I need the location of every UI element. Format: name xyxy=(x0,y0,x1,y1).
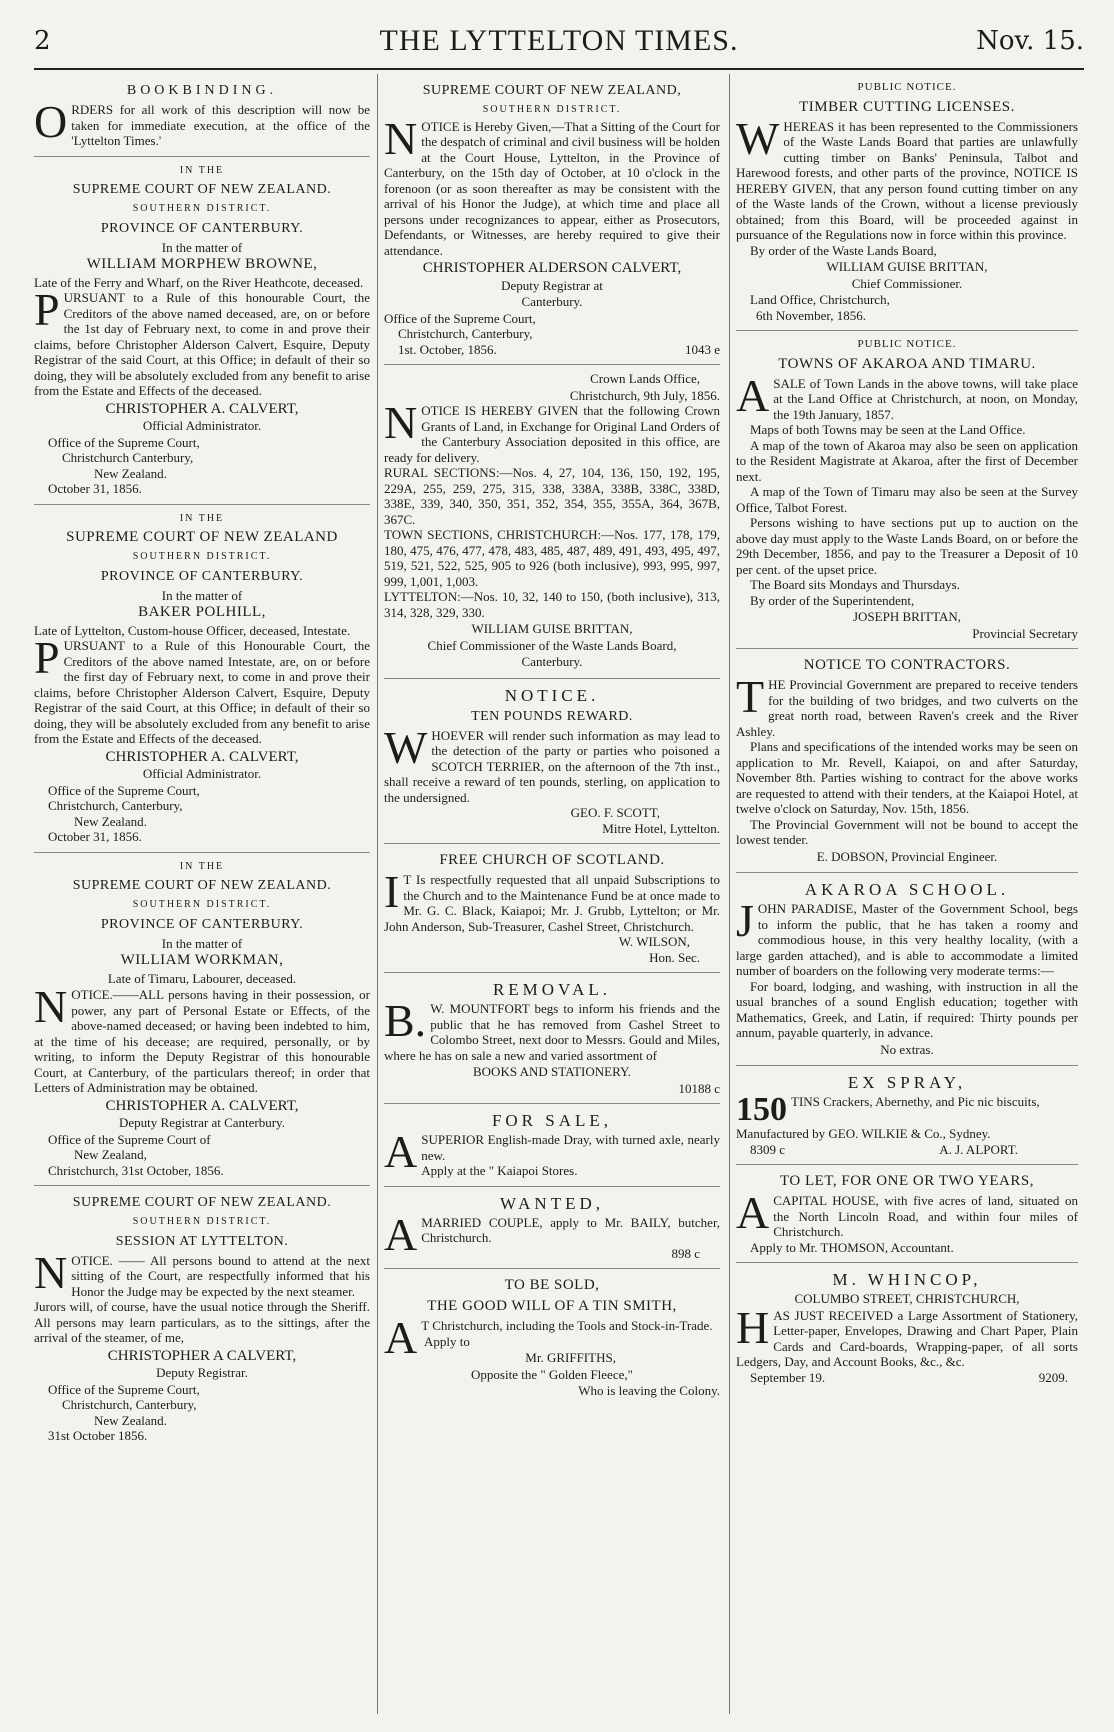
signer-address: Mitre Hotel, Lyttelton. xyxy=(602,820,720,836)
address-line: New Zealand, xyxy=(74,1147,147,1162)
notice-date: September 19. xyxy=(750,1369,826,1385)
signer: E. DOBSON, Provincial Engineer. xyxy=(816,848,998,864)
notice-para: For board, lodging, and washing, with instruction in all the usual branches of a sound English education; together with Mathematics, Greek, and Latin, if required: Thirty pounds per annum, payable quarterly, in advance. xyxy=(736,978,1078,1040)
notice-date: Christchurch, 31st October, 1856. xyxy=(48,1162,224,1178)
notice-akaroa-timaru xyxy=(736,331,1078,649)
notice-crown-grants xyxy=(384,365,720,679)
notice-body: AMARRIED COUPLE, apply to Mr. BAILY, butcher, Christchurch. xyxy=(384,1208,720,1260)
notice-pre: IN THE xyxy=(179,512,225,524)
session-heading: SESSION AT LYTTELTON. xyxy=(115,1233,289,1249)
district: SOUTHERN DISTRICT. xyxy=(482,104,622,115)
notice-for-sale xyxy=(384,1104,720,1187)
signer: CHRISTOPHER A. CALVERT, xyxy=(105,400,299,417)
notice-subheading: TEN POUNDS REWARD. xyxy=(471,708,633,724)
notice-session-lyttelton xyxy=(34,1186,370,1451)
notice-body: IT Is respectfully requested that all unpaid Subscriptions to the Church and to the Maintenance Fund be at once made to Mr. G. C. Black, Kaiapoi; Mr. J. Grubb, Lyttelton; or Mr. John Anderson, Sub-Treasurer, Cashel Street, Christchurch. xyxy=(384,866,720,934)
notice-body: NOTICE is Hereby Given,—That a Sitting of the Court for the despatch of criminal and civil business will be holden at the Court House, Lyttelton, in the Province of Canterbury, on the 15th day of October, at 10 o'clock in the forenoon (or as soon thereafter as may be consistent with the arrival of his Honor the Judge), at which time and place all persons under recognizances to appear, either as Prosecutors, Defendants, or Witnesses, are hereby required to give their attendance. xyxy=(384,112,720,258)
province: PROVINCE OF CANTERBURY. xyxy=(100,568,304,584)
notice-body: NOTICE.——ALL persons having in their possession, or power, any part of Personal Estate or Effects, of the above-named deceased; or having been indebted to him, at the time of his decease; are required, personally, or by writing, to inform the Deputy Registrar of this honourable Court, at Canterbury, of the particulars thereof; in order that Letters of Administration may be obtained. xyxy=(34,981,370,1095)
province: PROVINCE OF CANTERBURY. xyxy=(100,916,304,932)
notice-heading: TO BE SOLD, xyxy=(504,1277,600,1293)
notice-to-let xyxy=(736,1165,1078,1263)
notice-heading: WANTED, xyxy=(499,1193,604,1213)
notice-body: AT Christchurch, including the Tools and Stock-in-Trade. xyxy=(384,1312,713,1363)
notice-body: NOTICE IS HEREBY GIVEN that the following Crown Grants of Land, in Exchange for Original Land Orders of the Canterbury Association deposited in this office, are ready for delivery. xyxy=(384,397,720,465)
reference-number: 898 c xyxy=(671,1245,700,1261)
notice-heading: FOR SALE, xyxy=(491,1111,613,1130)
address-line: Office of the Supreme Court, xyxy=(48,782,200,798)
notice-para: A map of the town of Akaroa may also be seen on application to the Resident Magistrate at Akaroa, after the first of December next. xyxy=(736,437,1078,484)
date-row xyxy=(736,1370,1078,1386)
reference-number: 8309 c xyxy=(750,1141,786,1157)
address-line: Office of the Supreme Court, xyxy=(384,310,536,326)
notice-body-2: Jurors will, of course, have the usual notice through the Sheriff. All persons may learn particulars, as to the sittings, after the arrival of the steamer, of me, xyxy=(34,1299,370,1345)
notice-workman-estate xyxy=(34,853,370,1187)
signer: CHRISTOPHER A. CALVERT, xyxy=(105,1097,299,1114)
court-heading: SUPREME COURT OF NEW ZEALAND, xyxy=(422,83,682,98)
by-order: By order of the Superintendent, xyxy=(750,592,915,608)
reference-number: 10188 c xyxy=(678,1080,720,1096)
notice-para: A map of the Town of Timaru may also be seen at the Survey Office, Talbot Forest. xyxy=(736,484,1078,515)
notice-ex-spray xyxy=(736,1066,1078,1165)
court-heading: SUPREME COURT OF NEW ZEALAND. xyxy=(72,1195,332,1210)
address-line: New Zealand. xyxy=(94,465,167,481)
notice-body: ASUPERIOR English-made Dray, with turned axle, nearly new. xyxy=(384,1126,720,1177)
reference-number: 9209. xyxy=(1038,1369,1068,1385)
signer: W. WILSON, xyxy=(618,934,690,949)
notice-date: 31st October 1856. xyxy=(48,1428,148,1443)
notice-timber-licenses xyxy=(736,74,1078,331)
signer: JOSEPH BRITTAN, xyxy=(852,609,962,624)
signer: CHRISTOPHER A CALVERT, xyxy=(107,1347,297,1364)
signer: WILLIAM GUISE BRITTAN, xyxy=(471,621,633,636)
notice-wanted xyxy=(384,1187,720,1270)
office-name: Crown Lands Office, xyxy=(590,371,700,386)
notice-contractors xyxy=(736,649,1078,873)
notice-heading: REMOVAL. xyxy=(492,980,612,999)
notice-polhill-estate xyxy=(34,505,370,853)
notice-court-sitting xyxy=(384,74,720,365)
notice-heading: FREE CHURCH OF SCOTLAND. xyxy=(439,852,665,868)
signer: WILLIAM GUISE BRITTAN, xyxy=(826,259,988,274)
signer: Mr. GRIFFITHS, xyxy=(525,1350,616,1365)
notice-subheading: COLUMBO STREET, CHRISTCHURCH, xyxy=(794,1291,1020,1306)
deceased-name: WILLIAM MORPHEW BROWNE, xyxy=(86,256,318,272)
notice-heading: NOTICE TO CONTRACTORS. xyxy=(803,657,1011,673)
notice-removal xyxy=(384,973,720,1104)
signer: CHRISTOPHER ALDERSON CALVERT, xyxy=(422,260,682,276)
page-number: 2 xyxy=(34,26,51,56)
date-row xyxy=(384,342,720,358)
column-3 xyxy=(736,74,1078,1392)
address-line: Christchurch, Canterbury, xyxy=(62,1397,197,1412)
notice-para: Manufactured by GEO. WILKIE & Co., Sydney. xyxy=(736,1126,991,1141)
signer-title: Deputy Registrar at Canterbury. xyxy=(119,1115,285,1130)
matter-label: In the matter of xyxy=(161,239,243,255)
signer-title: Hon. Sec. xyxy=(649,949,700,965)
notice-body: THE Provincial Government are prepared to receive tenders for the building of two bridges, and two culverts on the great north road, between Raven's creek and the River Ashley. xyxy=(736,671,1078,739)
notice-para: No extras. xyxy=(880,1041,934,1057)
address-line: New Zealand. xyxy=(74,813,147,829)
district: SOUTHERN DISTRICT. xyxy=(132,551,272,562)
notice-heading: TIMBER CUTTING LICENSES. xyxy=(799,98,1015,115)
signer-title: Official Administrator. xyxy=(142,418,262,433)
signer-title: Deputy Registrar at xyxy=(501,277,603,293)
notice-body: ACAPITAL HOUSE, with five acres of land, situated on the North Lincoln Road, and within four miles of Christchurch. xyxy=(736,1187,1078,1239)
column-rule xyxy=(729,74,730,1714)
apply-line: Apply at the " Kaiapoi Stores. xyxy=(421,1163,578,1178)
notice-body: NOTICE. —— All persons bound to attend at the next sitting of the Court, are respectfully informed that his Honor the Judge may be expected by the next steamer. xyxy=(34,1246,370,1299)
signer-address-2: Who is leaving the Colony. xyxy=(578,1383,720,1398)
notice-body: JOHN PARADISE, Master of the Government School, begs to inform the public, that he has taken a roomy and commodious house, in this very healthy locality, (with a large garden attached), and is able to accommodate a limited number of boarders on the following very moderate terms:— xyxy=(736,895,1078,978)
by-order: By order of the Waste Lands Board, xyxy=(750,242,937,258)
notice-body: HAS JUST RECEIVED a Large Assortment of Stationery, Letter-paper, Envelopes, Drawing and Chart Paper, Plain Cards and Card-boards, Wrapping-paper, of all sorts Ledgers, Day, and Account Books, &c., &c. xyxy=(736,1301,1078,1369)
notice-body: ASALE of Town Lands in the above towns, will take place at the Land Office at Christchurch, at noon, on Monday, the 19th January, 1857. xyxy=(736,369,1078,422)
province: PROVINCE OF CANTERBURY. xyxy=(100,220,304,236)
court-heading: SUPREME COURT OF NEW ZEALAND xyxy=(66,529,338,545)
notice-body: WHEREAS it has been represented to the Commissioners of the Waste Lands Board that parties are unlawfully cutting timber on Banks' Peninsula, Talbot and Harewood forests, and other parts of the province, NOTICE IS HEREBY GIVEN, that any person found cutting timber on any of the Waste lands of the Crown, without a license previously obtained; from this Board, will be proceeded against in pursuance of the Regulations now in force within this province. xyxy=(736,112,1078,242)
notice-body: PURSUANT to a Rule of this Honourable Court, the Creditors of the above named Intestate, are, on or before the first day of February next, to come in and prove their claims, before Christopher Alderson Calvert, Esquire, Deputy Registrar of the said Court, at this Office; in default of their so doing, they will be absolutely excluded from any benefit to arise from the Estate and Effects of the deceased. xyxy=(34,632,370,746)
notice-para: The Provincial Government will not be bound to accept the lowest tender. xyxy=(736,816,1078,847)
column-2 xyxy=(384,74,720,1406)
signer-title: Deputy Registrar. xyxy=(156,1365,248,1380)
district: SOUTHERN DISTRICT. xyxy=(132,203,272,214)
notice-pre: IN THE xyxy=(179,860,225,872)
notice-to-be-sold xyxy=(384,1269,720,1406)
signer-title: Chief Commissioner. xyxy=(851,275,963,291)
notice-para: Persons wishing to have sections put up to auction on the above day must apply to the Waste Lands Board, on or before the 29th December, 1856, and pay to the Treasurer a Deposit of 10 per cent. of the upset price. xyxy=(736,515,1078,577)
signer-title: Official Administrator. xyxy=(142,766,262,781)
notice-kicker: PUBLIC NOTICE. xyxy=(857,338,957,350)
notice-akaroa-school xyxy=(736,873,1078,1066)
deceased-name: BAKER POLHILL, xyxy=(138,604,266,620)
column-1 xyxy=(34,74,370,1451)
notice-browne-estate xyxy=(34,157,370,505)
court-heading: SUPREME COURT OF NEW ZEALAND. xyxy=(72,878,332,893)
notice-date: 6th November, 1856. xyxy=(756,307,866,323)
ref-row xyxy=(736,1142,1078,1158)
signer-title-2: Canterbury. xyxy=(521,654,583,669)
notice-heading: TOWNS OF AKAROA AND TIMARU. xyxy=(778,355,1036,372)
signer-title: Chief Commissioner of the Waste Lands Board, xyxy=(427,637,677,653)
notice-heading: M. WHINCOP, xyxy=(832,1270,982,1289)
signer: CHRISTOPHER A. CALVERT, xyxy=(105,748,299,765)
notice-para: The Board sits Mondays and Thursdays. xyxy=(750,577,960,592)
apply-line: Apply to Mr. THOMSON, Accountant. xyxy=(750,1239,954,1255)
notice-whincop xyxy=(736,1263,1078,1392)
notice-bookbinding xyxy=(34,74,370,157)
notice-para: Plans and specifications of the intended works may be seen on application to Mr. Revell, Kaiapoi, on and after Saturday, November 8th. Parties wishing to contract for the above works are requested to attend with their tenders, at the Kaiapoi Hotel, at twelve o'clock on Saturday, Nov. 15th, 1856. xyxy=(736,739,1078,816)
signer-title: Provincial Secretary xyxy=(972,625,1078,641)
notice-body: PURSUANT to a Rule of this honourable Court, the Creditors of the above named deceased, are, on or before the 1st day of February next, to come in and prove their claims, before Christopher Alderson Calvert, Esquire, Deputy Registrar of the said Court, at this Office; in default of their so doing, they will be absolutely excluded from any benefit to arise from the Estate and Effects of the deceased. xyxy=(34,284,370,398)
notice-pre: IN THE xyxy=(179,164,225,176)
address-line: Christchurch, Canterbury, xyxy=(48,798,183,813)
address-line: Land Office, Christchurch, xyxy=(750,292,890,307)
reference-number: 1043 e xyxy=(684,341,720,357)
address-line: Office of the Supreme Court, xyxy=(48,434,200,450)
court-heading: SUPREME COURT OF NEW ZEALAND. xyxy=(72,182,332,197)
notice-kicker: PUBLIC NOTICE. xyxy=(857,81,957,93)
matter-label: In the matter of xyxy=(161,587,243,603)
column-rule xyxy=(377,74,378,1714)
deceased-description: Late of Lyttelton, Custom-house Officer, deceased, Intestate. xyxy=(34,622,351,638)
notice-body: TINS Crackers, Abernethy, and Pic nic biscuits, xyxy=(791,1094,1040,1109)
deceased-description: Late of the Ferry and Wharf, on the River Heathcote, deceased. xyxy=(34,274,364,290)
district: SOUTHERN DISTRICT. xyxy=(132,1216,272,1227)
district: SOUTHERN DISTRICT. xyxy=(132,899,272,910)
office-date: Christchurch, 9th July, 1856. xyxy=(569,387,720,403)
notice-heading: NOTICE. xyxy=(504,685,600,705)
deceased-name: WILLIAM WORKMAN, xyxy=(120,952,284,968)
signer-address: Opposite the " Golden Fleece," xyxy=(471,1366,633,1382)
notice-subheading: THE GOOD WILL OF A TIN SMITH, xyxy=(427,1298,677,1314)
apply-line: Apply to xyxy=(424,1333,470,1349)
address-line: Christchurch, Canterbury, xyxy=(398,326,533,341)
notice-heading: AKAROA SCHOOL. xyxy=(804,880,1010,899)
notice-heading: TO LET, FOR ONE OR TWO YEARS, xyxy=(780,1173,1034,1189)
notice-date: October 31, 1856. xyxy=(48,829,142,844)
deceased-description: Late of Timaru, Labourer, deceased. xyxy=(107,970,297,986)
notice-date: October 31, 1856. xyxy=(48,481,142,496)
quantity-number: 150 xyxy=(736,1091,787,1128)
notice-heading: EX SPRAY, xyxy=(847,1073,967,1092)
notice-date: 1st. October, 1856. xyxy=(398,341,497,357)
issue-date: Nov. 15. xyxy=(976,26,1084,56)
address-line: Office of the Supreme Court, xyxy=(48,1381,200,1397)
address-line: New Zealand. xyxy=(94,1412,167,1428)
notice-para: Maps of both Towns may be seen at the Land Office. xyxy=(750,422,1026,437)
notice-body: WHOEVER will render such information as may lead to the detection of the party or parties who poisoned a SCOTCH TERRIER, on the afternoon of the 7th inst., shall receive a reward of ten pounds, sterling, on application to the undersigned. xyxy=(384,721,720,805)
notice-body: B.W. MOUNTFORT begs to inform his friends and the public that he has removed from Cashel Street to Colombo Street, next door to Messrs. Gould and Miles, where he has on sale a new and varied assortment of xyxy=(384,995,720,1063)
notice-free-church xyxy=(384,844,720,973)
notice-heading: BOOKBINDING. xyxy=(126,83,278,98)
masthead xyxy=(34,14,1084,70)
signer-title-2: Canterbury. xyxy=(521,294,583,309)
rural-sections: RURAL SECTIONS:—Nos. 4, 27, 104, 136, 150, 192, 195, 229A, 255, 259, 275, 315, 338, 338A, 338B, 338C, 338D, 338E, 339, 340, 350, 351, 352, 354, 355, 355A, 364, 367B, 367C. xyxy=(384,465,720,527)
lyttelton-sections: LYTTELTON:—Nos. 10, 32, 140 to 150, (both inclusive), 313, 314, 328, 329, 330. xyxy=(384,589,720,620)
signer: GEO. F. SCOTT, xyxy=(570,805,660,820)
address-line: Office of the Supreme Court of xyxy=(48,1131,211,1147)
town-sections: TOWN SECTIONS, CHRISTCHURCH:—Nos. 177, 178, 179, 180, 475, 476, 477, 478, 483, 485, 487, 489, 491, 493, 495, 497, 519, 521, 522, 525, 905 to 926 (both inclusive), 993, 995, 997, 999, 1,001, 1,003. xyxy=(384,527,720,589)
notice-body: ORDERS for all work of this description will now be taken for immediate execution, at the office of the 'Lyttelton Times.' xyxy=(34,96,370,148)
notice-reward xyxy=(384,679,720,845)
address-line: Christchurch Canterbury, xyxy=(62,450,194,465)
newspaper-title: THE LYTTELTON TIMES. xyxy=(379,24,739,57)
goods-line: BOOKS AND STATIONERY. xyxy=(473,1064,631,1079)
signer: A. J. ALPORT. xyxy=(939,1141,1018,1157)
matter-label: In the matter of xyxy=(161,935,243,951)
